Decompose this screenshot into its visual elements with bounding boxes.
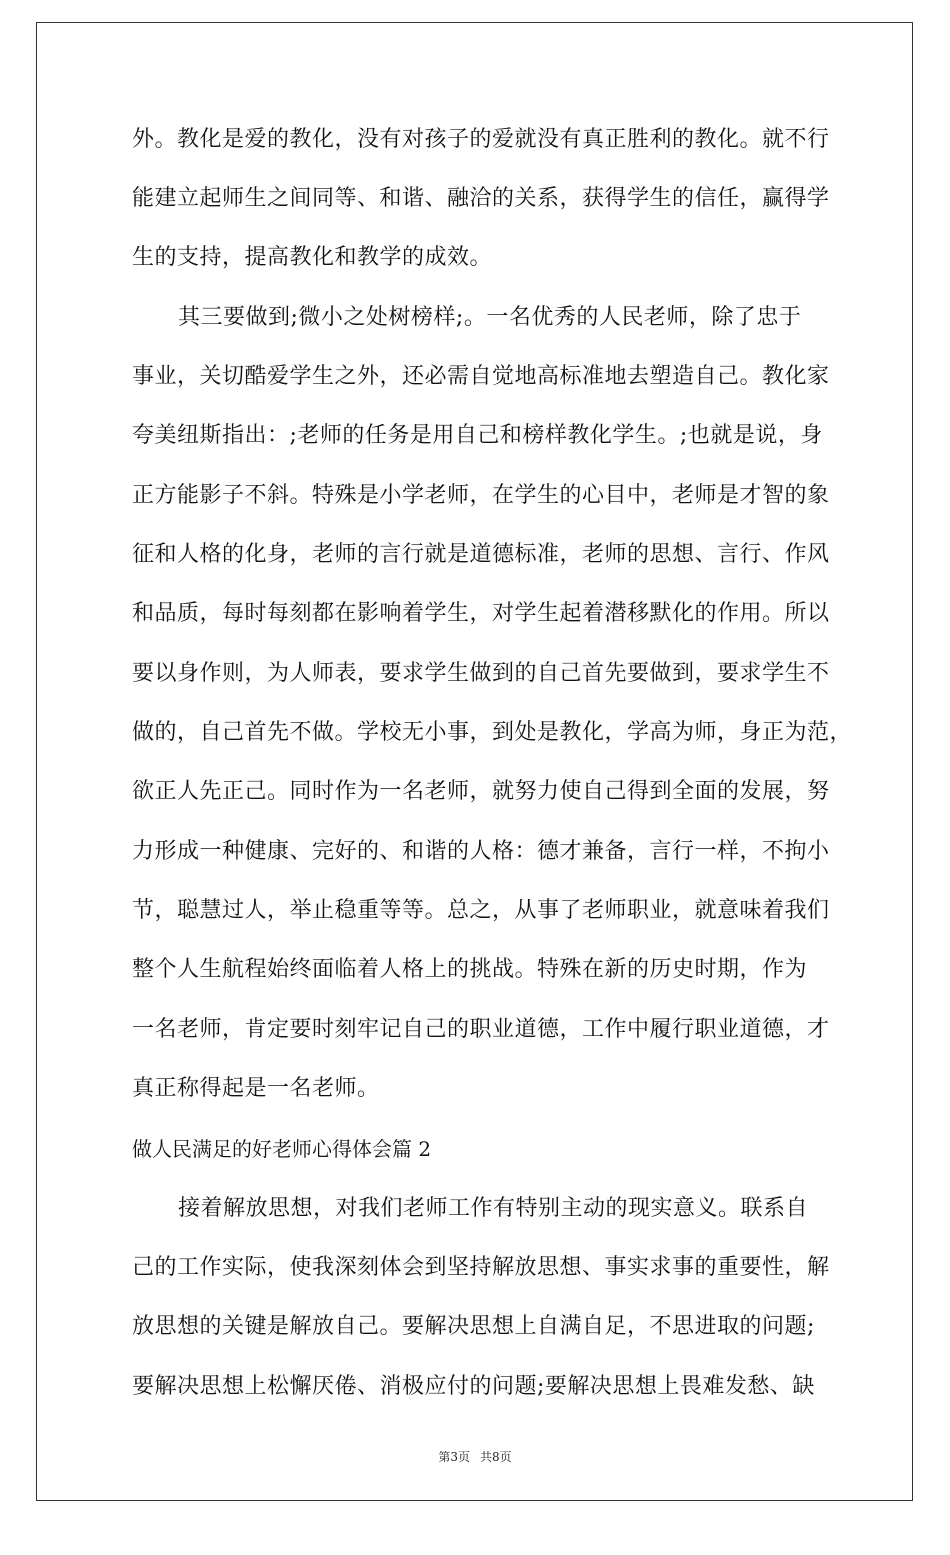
text-line: 外。教化是爱的教化，没有对孩子的爱就没有真正胜利的教化。就不行: [132, 127, 830, 152]
text-line: 生的支持，提高教化和教学的成效。: [132, 245, 493, 270]
text-line: 节，聪慧过人，举止稳重等等。总之，从事了老师职业，就意味着我们: [132, 898, 830, 923]
page-number: 第3页: [438, 1450, 470, 1464]
text-line: 真正称得起是一名老师。: [132, 1076, 380, 1101]
text-line: 己的工作实际，使我深刻体会到坚持解放思想、事实求事的重要性，解: [132, 1255, 830, 1280]
section-heading: 做人民满足的好老师心得体会篇 2: [132, 1137, 432, 1161]
text-line: 接着解放思想，对我们老师工作有特别主动的现实意义。联系自: [178, 1196, 809, 1221]
text-line: 要以身作则，为人师表，要求学生做到的自己首先要做到，要求学生不: [132, 661, 830, 686]
page-total: 共8页: [480, 1450, 512, 1464]
text-line: 要解决思想上松懈厌倦、消极应付的问题;要解决思想上畏难发愁、缺: [132, 1374, 815, 1399]
text-line: 征和人格的化身，老师的言行就是道德标准，老师的思想、言行、作风: [132, 542, 830, 567]
text-line: 事业，关切酷爱学生之外，还必需自觉地高标准地去塑造自己。教化家: [132, 364, 830, 389]
text-line: 夸美纽斯指出：;老师的任务是用自己和榜样教化学生。;也就是说，身: [132, 423, 823, 448]
text-line: 做的，自己首先不做。学校无小事，到处是教化，学高为师，身正为范，: [132, 720, 853, 745]
text-line: 欲正人先正己。同时作为一名老师，就努力使自己得到全面的发展，努: [132, 779, 830, 804]
text-line: 其三要做到;微小之处树榜样;。一名优秀的人民老师，除了忠于: [178, 305, 802, 330]
text-line: 放思想的关键是解放自己。要解决思想上自满自足，不思进取的问题;: [132, 1314, 815, 1339]
text-line: 和品质，每时每刻都在影响着学生，对学生起着潜移默化的作用。所以: [132, 601, 830, 626]
text-line: 正方能影子不斜。特殊是小学老师，在学生的心目中，老师是才智的象: [132, 483, 830, 508]
page-footer: [0, 1448, 950, 1465]
text-line: 一名老师，肯定要时刻牢记自己的职业道德，工作中履行职业道德，才: [132, 1017, 830, 1042]
text-line: 力形成一种健康、完好的、和谐的人格：德才兼备，言行一样，不拘小: [132, 839, 830, 864]
text-line: 整个人生航程始终面临着人格上的挑战。特殊在新的历史时期，作为: [132, 957, 808, 982]
text-line: 能建立起师生之间同等、和谐、融洽的关系，获得学生的信任，赢得学: [132, 186, 830, 211]
